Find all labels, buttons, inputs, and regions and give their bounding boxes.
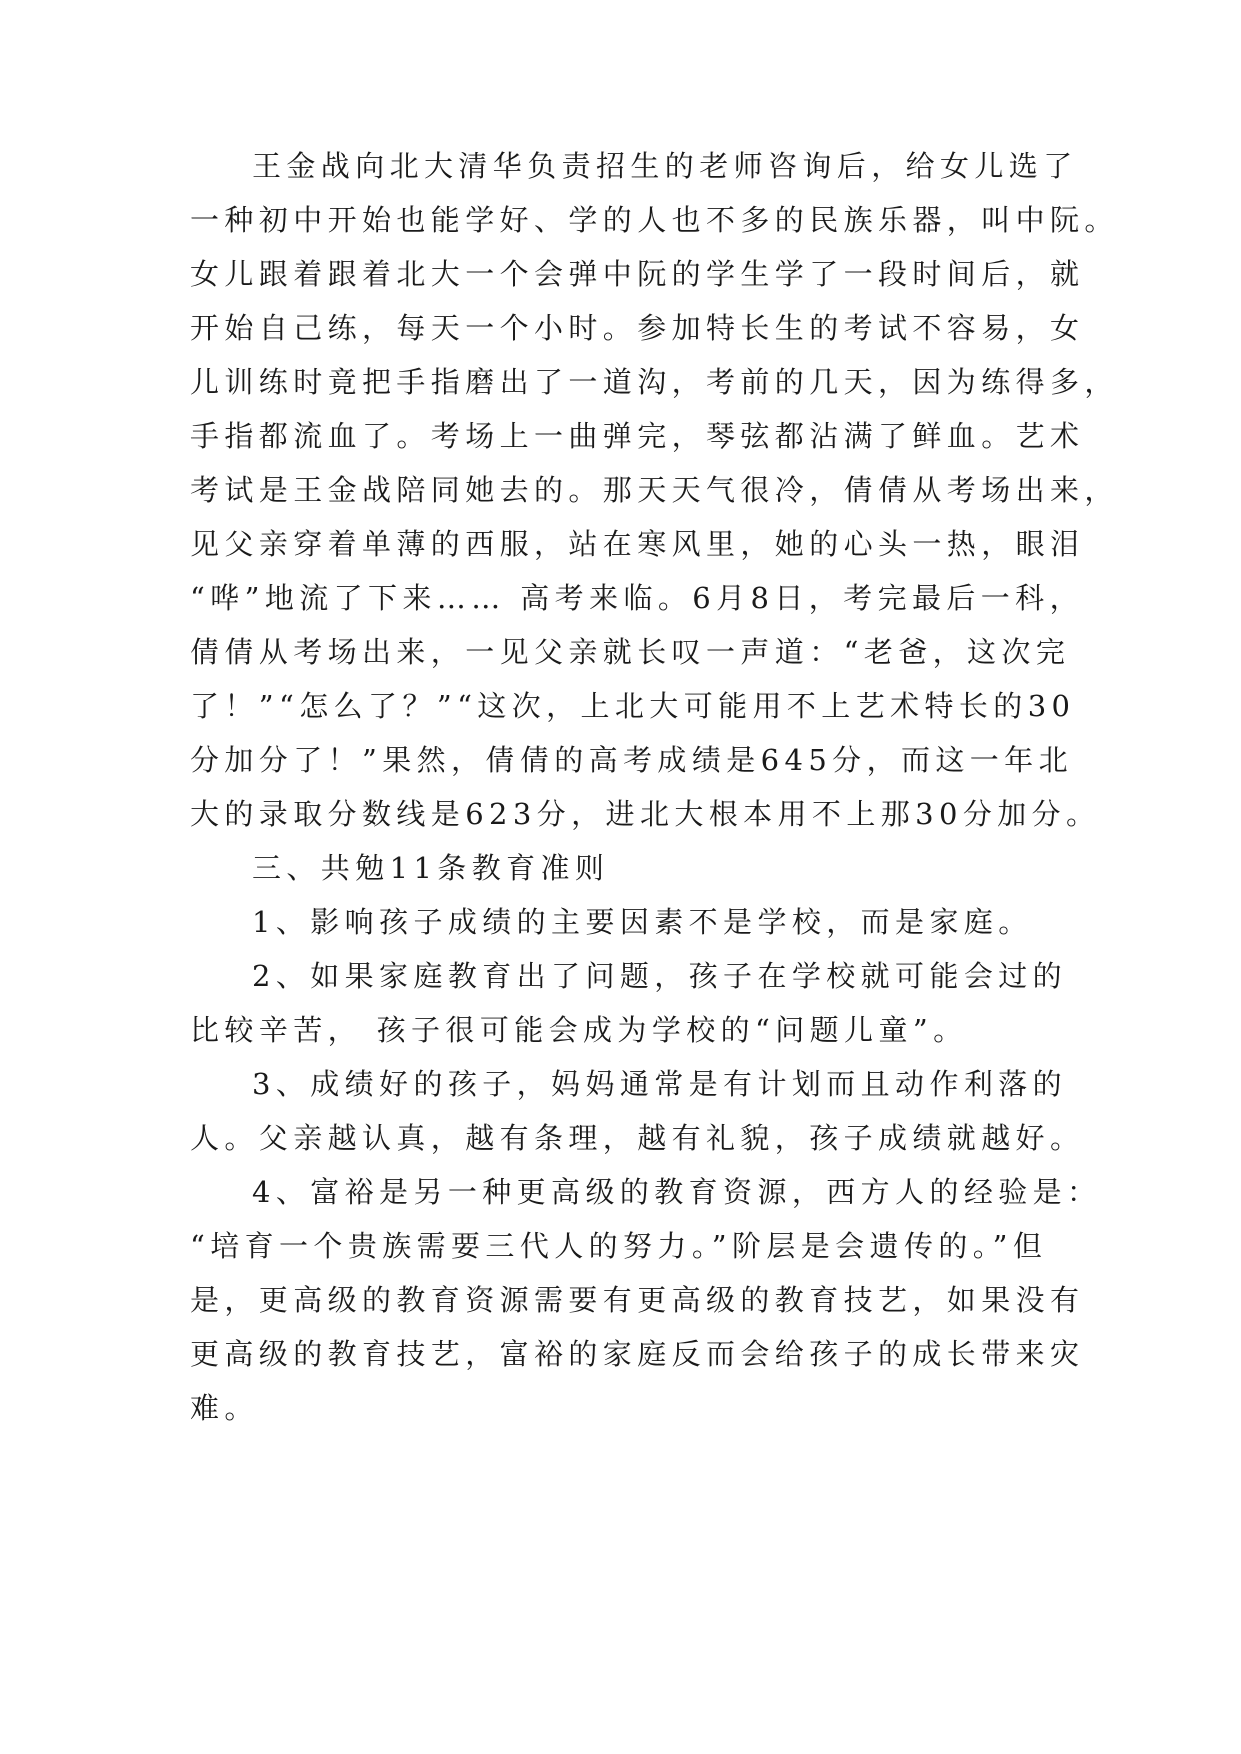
text-line: 分加分了！”果然，倩倩的高考成绩是645分，而这一年北 xyxy=(190,743,1073,777)
text-line: 考试是王金战陪同她去的。那天天气很冷，倩倩从考场出来， xyxy=(190,473,1119,507)
text-line: 手指都流血了。考场上一曲弹完，琴弦都沾满了鲜血。艺术 xyxy=(190,419,1085,453)
text-line: 大的录取分数线是623分，进北大根本用不上那30分加分。 xyxy=(190,797,1101,831)
text-line: 一种初中开始也能学好、学的人也不多的民族乐器，叫中阮。 xyxy=(190,203,1119,237)
text-line: 了！”“怎么了？”“这次，上北大可能用不上艺术特长的30 xyxy=(190,689,1076,723)
text-line: “哗”地流了下来…… 高考来临。6月8日，考完最后一科， xyxy=(190,581,1084,615)
text-line: “培育一个贵族需要三代人的努力。”阶层是会遗传的。”但 xyxy=(190,1229,1048,1263)
text-line: 4、富裕是另一种更高级的教育资源，西方人的经验是： xyxy=(252,1175,1102,1209)
text-line: 1、影响孩子成绩的主要因素不是学校，而是家庭。 xyxy=(252,905,1033,939)
text-line: 3、成绩好的孩子，妈妈通常是有计划而且动作利落的 xyxy=(252,1067,1068,1101)
text-line: 女儿跟着跟着北大一个会弹中阮的学生学了一段时间后，就 xyxy=(190,257,1085,291)
text-line: 王金战向北大清华负责招生的老师咨询后，给女儿选了 xyxy=(252,149,1078,183)
text-line: 儿训练时竟把手指磨出了一道沟，考前的几天，因为练得多， xyxy=(190,365,1119,399)
text-line: 开始自己练，每天一个小时。参加特长生的考试不容易，女 xyxy=(190,311,1085,345)
text-line: 比较辛苦， 孩子很可能会成为学校的“问题儿童”。 xyxy=(190,1013,968,1047)
text-line: 倩倩从考场出来，一见父亲就长叹一声道：“老爸，这次完 xyxy=(190,635,1071,669)
text-line: 更高级的教育技艺，富裕的家庭反而会给孩子的成长带来灾 xyxy=(190,1337,1085,1371)
text-line: 见父亲穿着单薄的西服，站在寒风里，她的心头一热，眼泪 xyxy=(190,527,1085,561)
text-line: 是，更高级的教育资源需要有更高级的教育技艺，如果没有 xyxy=(190,1283,1085,1317)
section-heading: 三、共勉11条教育准则 xyxy=(252,851,610,885)
text-line: 2、如果家庭教育出了问题，孩子在学校就可能会过的 xyxy=(252,959,1068,993)
text-line: 人。父亲越认真，越有条理，越有礼貌，孩子成绩就越好。 xyxy=(190,1121,1085,1155)
text-line: 难。 xyxy=(190,1391,259,1425)
